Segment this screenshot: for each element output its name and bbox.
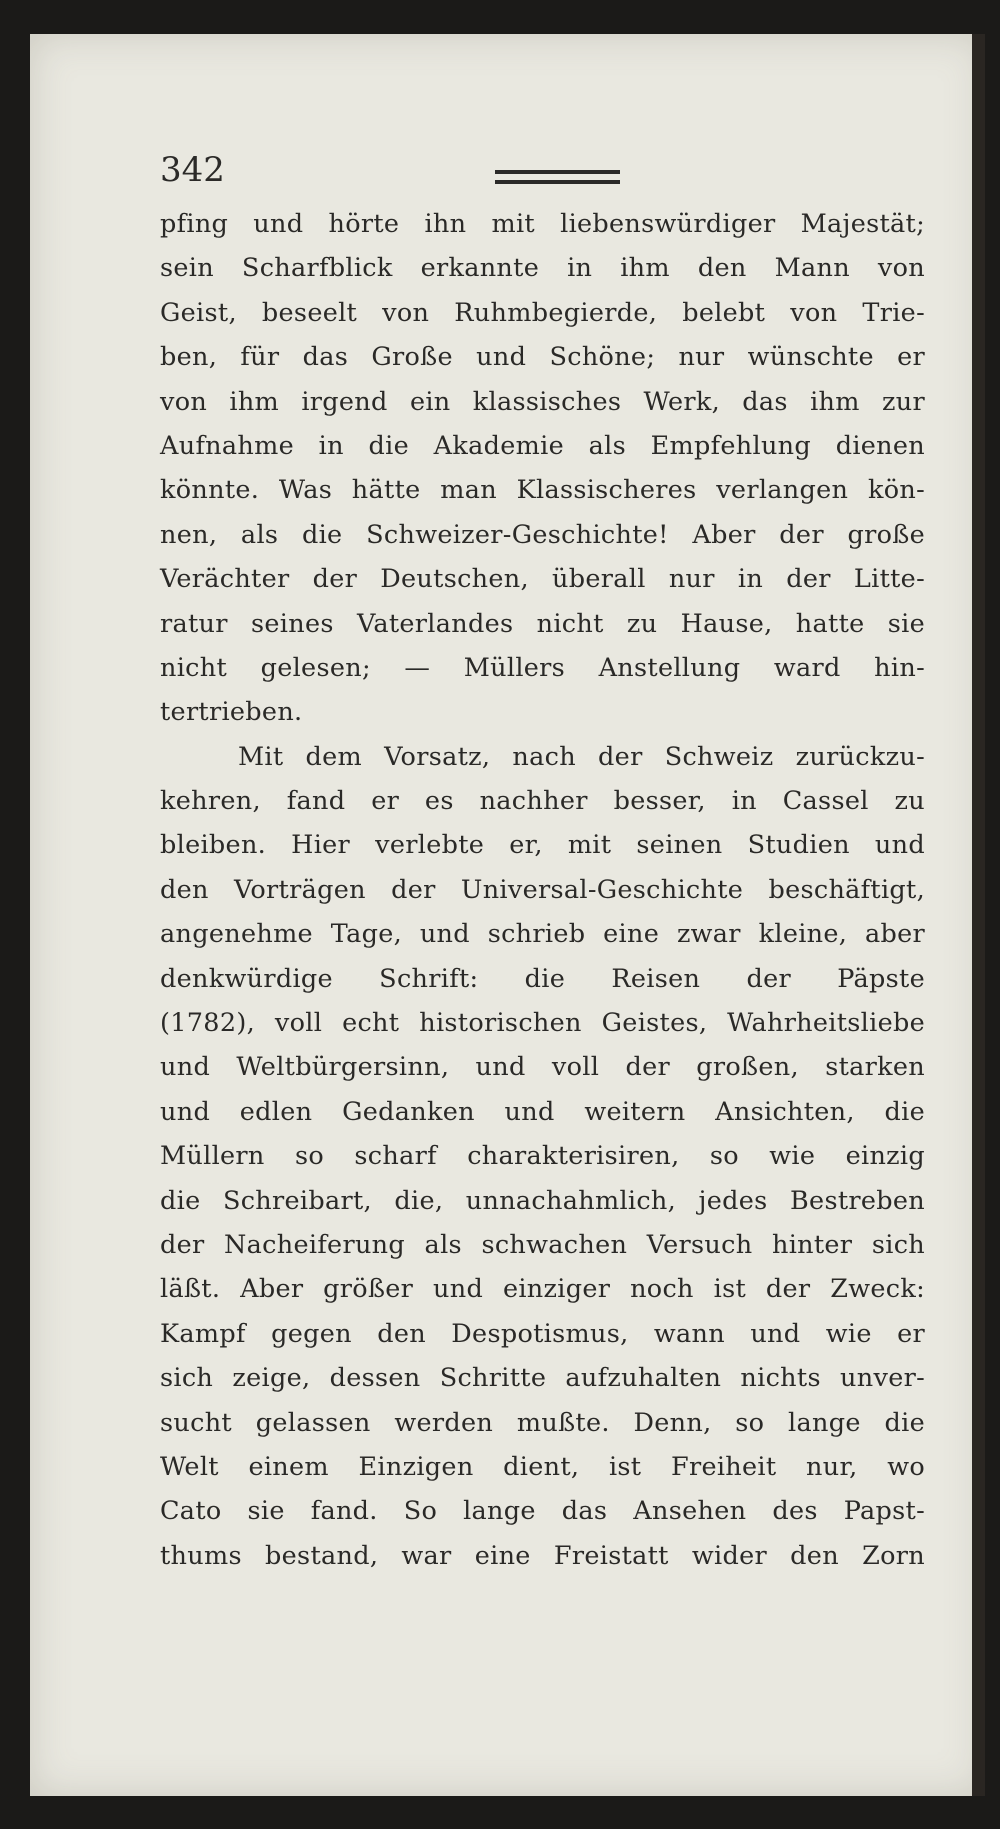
text-line: Mit dem Vorsatz, nach der Schweiz zurückzu- bbox=[238, 741, 925, 772]
text-line: sich zeige, dessen Schritte aufzuhalten nichts unver- bbox=[160, 1363, 925, 1394]
text-line: sein Scharfblick erkannte in ihm den Mann von bbox=[160, 253, 925, 284]
text-line: sucht gelassen werden mußte. Denn, so lange die bbox=[160, 1407, 925, 1438]
text-line: ben, für das Große und Schöne; nur wünschte er bbox=[160, 342, 925, 373]
text-line: thums bestand, war eine Freistatt wider den Zorn bbox=[160, 1540, 925, 1571]
text-line: der Nacheiferung als schwachen Versuch hinter sich bbox=[160, 1229, 925, 1260]
header-rule-bottom bbox=[495, 180, 620, 184]
header-rule-top bbox=[495, 170, 620, 174]
text-line: nen, als die Schweizer-Geschichte! Aber der große bbox=[160, 519, 925, 550]
text-line: Müllern so scharf charakterisiren, so wie einzig bbox=[160, 1141, 925, 1172]
text-line: pfing und hörte ihn mit liebenswürdiger Majestät; bbox=[160, 209, 925, 239]
text-line: (1782), voll echt historischen Geistes, Wahrheitsliebe bbox=[160, 1008, 925, 1039]
page-header bbox=[160, 150, 920, 200]
text-line: und Weltbürgersinn, und voll der großen, starken bbox=[160, 1052, 925, 1083]
text-line: angenehme Tage, und schrieb eine zwar kleine, aber bbox=[160, 919, 925, 950]
text-line: Aufnahme in die Akademie als Empfehlung dienen bbox=[160, 430, 925, 461]
page-number: 342 bbox=[160, 150, 225, 190]
text-line: Geist, beseelt von Ruhmbegierde, belebt von Trie- bbox=[160, 297, 925, 328]
text-line: den Vorträgen der Universal-Geschichte beschäftigt, bbox=[160, 874, 925, 905]
text-line: läßt. Aber größer und einziger noch ist der Zweck: bbox=[160, 1274, 925, 1305]
text-line: bleiben. Hier verlebte er, mit seinen Studien und bbox=[160, 830, 925, 861]
text-line: Kampf gegen den Despotismus, wann und wie er bbox=[160, 1318, 925, 1349]
text-line: denkwürdige Schrift: die Reisen der Päpste bbox=[160, 963, 925, 994]
text-line: Cato sie fand. So lange das Ansehen des Papst- bbox=[160, 1496, 925, 1527]
text-line: ratur seines Vaterlandes nicht zu Hause, hatte sie bbox=[160, 608, 925, 639]
text-line: tertrieben. bbox=[160, 697, 303, 728]
page-edge-shadow bbox=[972, 34, 985, 1796]
text-line: von ihm irgend ein klassisches Werk, das ihm zur bbox=[160, 386, 925, 417]
body-text bbox=[160, 202, 925, 1578]
text-line: könnte. Was hätte man Klassischeres verlangen kön- bbox=[160, 475, 925, 506]
text-line: und edlen Gedanken und weitern Ansichten, die bbox=[160, 1096, 925, 1127]
text-line: Verächter der Deutschen, überall nur in der Litte- bbox=[160, 564, 925, 595]
text-line: die Schreibart, die, unnachahmlich, jedes Bestreben bbox=[160, 1185, 925, 1216]
text-line: kehren, fand er es nachher besser, in Cassel zu bbox=[160, 786, 925, 817]
text-line: Welt einem Einzigen dient, ist Freiheit nur, wo bbox=[160, 1451, 925, 1482]
text-line: nicht gelesen; — Müllers Anstellung ward hin- bbox=[160, 652, 925, 683]
